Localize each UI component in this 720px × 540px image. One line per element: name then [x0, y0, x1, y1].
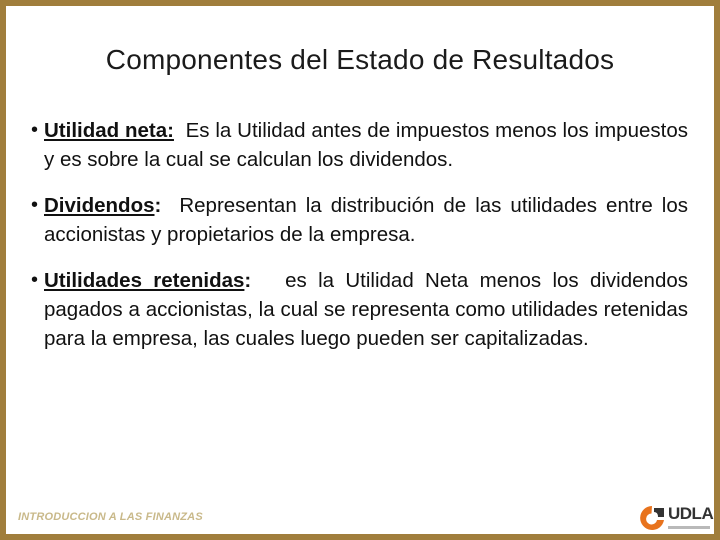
- bullet-term: Utilidades retenidas: [44, 269, 245, 292]
- bullet-text: Es la Utilidad antes de impuestos menos los impuestos y es sobre la cual se calculan los dividendos.: [44, 119, 694, 171]
- logo-tagline-line: [668, 526, 710, 529]
- bullet-utilidad-neta: [31, 116, 694, 174]
- footer-course-title: INTRODUCCION A LAS FINANZAS: [18, 511, 203, 523]
- bullet-colon: :: [244, 269, 252, 292]
- bullet-term: Utilidad neta:: [44, 119, 174, 142]
- bullet-marker: •: [31, 194, 39, 216]
- bullet-dividendos: [31, 191, 694, 249]
- bullet-term: Dividendos: [44, 194, 155, 217]
- bullet-marker: •: [31, 269, 39, 291]
- udla-logo: [638, 502, 714, 538]
- bullet-list: [31, 116, 694, 370]
- bullet-marker: •: [31, 119, 39, 141]
- slide-title: Componentes del Estado de Resultados: [105, 44, 615, 75]
- logo-wordmark: UDLA: [668, 504, 714, 523]
- slide: [6, 6, 714, 534]
- bullet-utilidades-retenidas: [31, 266, 694, 353]
- bullet-text: es la Utilidad Neta menos los dividendos pagados a accionistas, la cual se representa como utilidades retenidas para la empresa, las cuales luego pueden ser capitalizadas.: [44, 269, 694, 350]
- bullet-text: Representan la distribución de las utilidades entre los accionistas y propietarios de la empresa.: [44, 194, 694, 246]
- udla-logo-icon: [638, 504, 666, 534]
- bullet-colon: :: [154, 194, 162, 217]
